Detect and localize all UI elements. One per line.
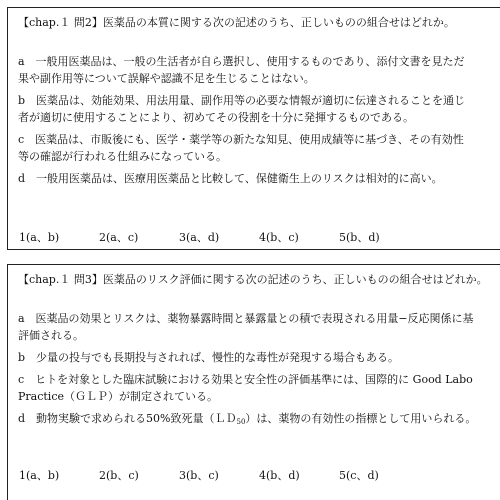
statement-continuation: 評価される。 xyxy=(18,329,84,342)
choice-2[interactable]: 2(b、c) xyxy=(99,469,139,482)
question-box-1 xyxy=(7,7,500,250)
statement-a xyxy=(18,53,500,87)
statement-c xyxy=(18,371,500,405)
choice-5[interactable]: 5(c、d) xyxy=(339,469,379,482)
statement-b xyxy=(18,92,500,126)
choice-2[interactable]: 2(a、c) xyxy=(99,231,139,244)
statement-c xyxy=(18,131,500,165)
choice-3[interactable]: 3(a、d) xyxy=(179,231,220,244)
statement-text: a 医薬品の効果とリスクは、薬物暴露時間と暴露量との積で表現される用量−反応関係に基 xyxy=(18,312,474,325)
statement-continuation: 果や副作用等について誤解や認識不足を生じることはない。 xyxy=(18,72,315,85)
choice-5[interactable]: 5(b、d) xyxy=(339,231,380,244)
statement-text: d 動物実験で求められる50%致死量（ＬＤ$_{50}$）は、薬物の有効性の指標として用いられる。 xyxy=(18,412,477,426)
statement-text: c ヒトを対象とした臨床試験における効果と安全性の評価基準には、国際的に Good Labo xyxy=(18,373,473,386)
choice-1[interactable]: 1(a、b) xyxy=(19,231,60,244)
question-box-2 xyxy=(7,264,500,500)
statement-d xyxy=(18,410,500,429)
statement-continuation: 者が適切に使用することにより、初めてその役割を十分に発揮するものである。 xyxy=(18,111,414,124)
choice-1[interactable]: 1(a、b) xyxy=(19,469,60,482)
statement-text: a 一般用医薬品は、一般の生活者が自ら選択し、使用するものであり、添付文書を見ただ xyxy=(18,55,465,68)
statement-text: b 医薬品は、効能効果、用法用量、副作用等の必要な情報が適切に伝達されることを通じ xyxy=(18,94,466,107)
statement-text: c 医薬品は、市販後にも、医学・薬学等の新たな知見、使用成績等に基づき、その有効性 xyxy=(18,133,464,146)
choice-4[interactable]: 4(b、c) xyxy=(259,231,299,244)
statement-a xyxy=(18,310,500,344)
question-title: 【chap.１ 問3】医薬品のリスク評価に関する次の記述のうち、正しいものの組合せはどれか。 xyxy=(18,273,488,286)
statement-continuation: 等の確認が行われる仕組みになっている。 xyxy=(18,150,227,163)
answer-choices xyxy=(19,229,419,246)
statement-text: d 一般用医薬品は、医療用医薬品と比較して、保健衛生上のリスクは相対的に高い。 xyxy=(18,172,443,185)
statement-text: b 少量の投与でも長期投与されれば、慢性的な毒性が発現する場合もある。 xyxy=(18,351,400,364)
choice-4[interactable]: 4(b、d) xyxy=(259,469,300,482)
statement-b xyxy=(18,349,500,366)
statement-d xyxy=(18,170,500,187)
answer-choices xyxy=(19,467,419,484)
question-title: 【chap.１ 問2】医薬品の本質に関する次の記述のうち、正しいものの組合せはどれか。 xyxy=(18,16,455,29)
choice-3[interactable]: 3(b、c) xyxy=(179,469,219,482)
statement-continuation: Practice（ＧＬＰ）が制定されている。 xyxy=(18,390,218,403)
